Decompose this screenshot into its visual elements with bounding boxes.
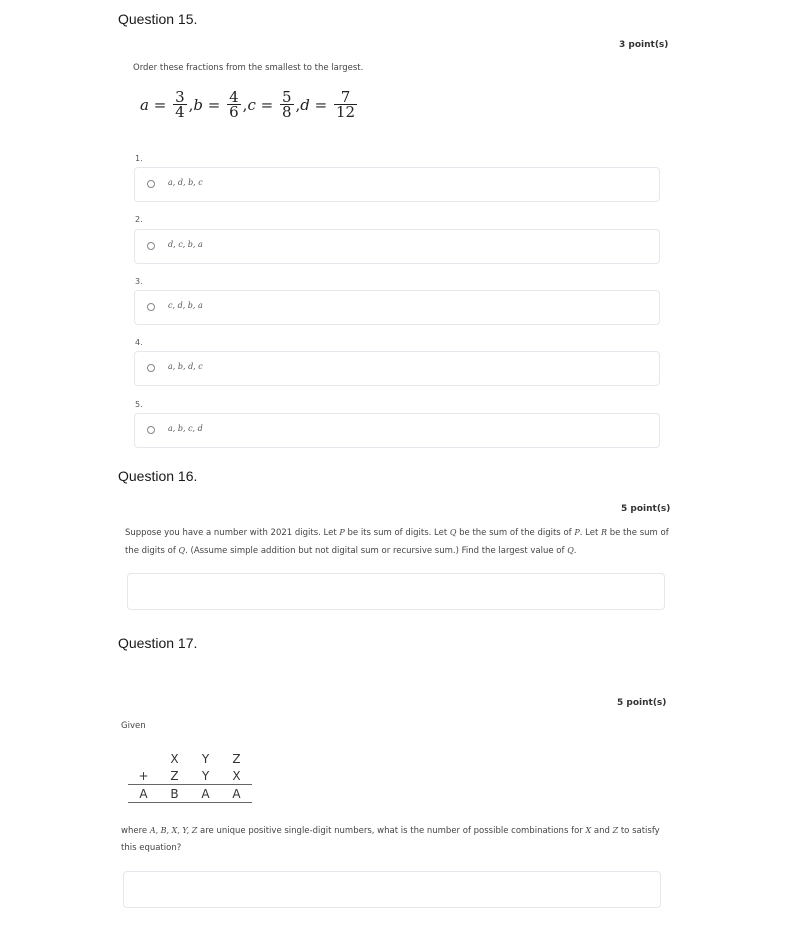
option-2-label: d, c, b, a xyxy=(168,240,203,249)
addition-cell: Z xyxy=(232,751,241,766)
prompt-var: Z xyxy=(612,826,619,835)
fraction-b-denominator: 6 xyxy=(229,103,239,121)
prompt-var: Q xyxy=(449,528,457,537)
fraction-var-c: c xyxy=(247,95,256,114)
addition-cell: A xyxy=(221,785,252,803)
addition-row-1 xyxy=(128,750,252,767)
addition-cell: Z xyxy=(170,768,179,783)
question-16-prompt xyxy=(125,524,670,560)
fraction-c-numerator: 5 xyxy=(281,88,292,106)
prompt-text: be its sum of digits. Let xyxy=(344,528,450,538)
question-16-points: 5 point(s) xyxy=(621,504,671,514)
option-4-number: 4. xyxy=(135,338,143,347)
addition-cell: X xyxy=(232,768,241,783)
addition-puzzle xyxy=(128,750,252,803)
addition-sum-row xyxy=(128,785,252,803)
fraction-c-denominator: 8 xyxy=(281,103,292,121)
addition-cell: + xyxy=(138,768,149,783)
fraction-var-b: b xyxy=(193,95,203,114)
fraction-d xyxy=(334,90,357,119)
fraction-c xyxy=(280,90,294,119)
fraction-var-a: a xyxy=(140,95,149,114)
option-5[interactable] xyxy=(134,413,660,448)
option-5-label: a, b, c, d xyxy=(168,424,203,433)
question-16-title: Question 16. xyxy=(118,468,198,484)
addition-cell xyxy=(128,750,159,767)
option-1-number: 1. xyxy=(135,154,143,163)
addition-cell: A xyxy=(128,785,159,803)
addition-cell: Y xyxy=(201,751,210,766)
prompt-var: P xyxy=(574,528,580,537)
question-16-answer-box[interactable] xyxy=(127,573,665,610)
option-5-number: 5. xyxy=(135,400,143,409)
radio-icon[interactable] xyxy=(147,426,155,434)
question-17-prompt xyxy=(121,822,671,857)
option-2[interactable] xyxy=(134,229,660,264)
question-16-answer-input[interactable] xyxy=(128,574,664,609)
option-4-label: a, b, d, c xyxy=(168,362,203,371)
prompt-text: Suppose you have a number with 2021 digits. Let xyxy=(125,528,340,538)
prompt-text: where xyxy=(121,826,150,836)
option-2-number: 2. xyxy=(135,215,143,224)
question-15-points: 3 point(s) xyxy=(619,40,669,50)
option-1[interactable] xyxy=(134,167,660,202)
fraction-b xyxy=(227,90,241,119)
fraction-d-denominator: 12 xyxy=(336,103,356,121)
prompt-var: Q xyxy=(567,546,574,555)
fraction-var-d: d xyxy=(300,95,310,114)
question-17-title: Question 17. xyxy=(118,635,198,651)
addition-row-2 xyxy=(128,767,252,785)
prompt-text: . xyxy=(573,546,577,556)
question-15-title: Question 15. xyxy=(118,11,198,27)
radio-icon[interactable] xyxy=(147,364,155,372)
option-4[interactable] xyxy=(134,351,660,386)
fraction-a-numerator: 3 xyxy=(175,88,185,106)
prompt-var: A, B, X, Y, Z xyxy=(149,826,198,835)
fraction-a-denominator: 4 xyxy=(175,103,185,121)
prompt-var: X xyxy=(585,826,592,835)
question-17-points: 5 point(s) xyxy=(617,698,667,708)
prompt-var: Q xyxy=(178,546,186,555)
prompt-text: to satisfy this equation? xyxy=(121,826,660,853)
question-17-given: Given xyxy=(121,721,146,731)
addition-cell: Y xyxy=(201,768,210,783)
radio-icon[interactable] xyxy=(147,180,155,188)
prompt-text: and xyxy=(591,826,613,836)
prompt-var: R xyxy=(601,528,608,537)
fraction-b-numerator: 4 xyxy=(229,88,239,106)
question-17-answer-input[interactable] xyxy=(124,872,660,907)
option-1-label: a, d, b, c xyxy=(168,178,203,187)
addition-cell: A xyxy=(190,785,221,803)
prompt-text: be the sum of the digits of xyxy=(456,528,575,538)
prompt-text: be the sum of the digits of xyxy=(125,528,669,556)
prompt-text: . Let xyxy=(579,528,601,538)
prompt-text: . (Assume simple addition but not digital sum or recursive sum.) Find the largest value of xyxy=(185,546,568,556)
radio-icon[interactable] xyxy=(147,303,155,311)
fraction-d-numerator: 7 xyxy=(340,88,351,106)
addition-cell: X xyxy=(170,751,179,766)
addition-cell: B xyxy=(159,785,190,803)
question-17-answer-box[interactable] xyxy=(123,871,661,908)
option-3[interactable] xyxy=(134,290,660,325)
option-3-label: c, d, b, a xyxy=(168,301,203,310)
option-3-number: 3. xyxy=(135,277,143,286)
fraction-a xyxy=(173,90,187,119)
prompt-var: P xyxy=(339,528,345,537)
question-15-prompt: Order these fractions from the smallest to the largest. xyxy=(133,63,364,73)
prompt-text: are unique positive single-digit numbers, what is the number of possible combinations for xyxy=(197,826,586,836)
radio-icon[interactable] xyxy=(147,242,155,250)
fractions-expression: a = $\frac{3}{4}$ , b = $\frac{4}{6}$ , c = $\frac{5}{8}$ , d = $\frac{7}{12}$ xyxy=(140,88,356,121)
